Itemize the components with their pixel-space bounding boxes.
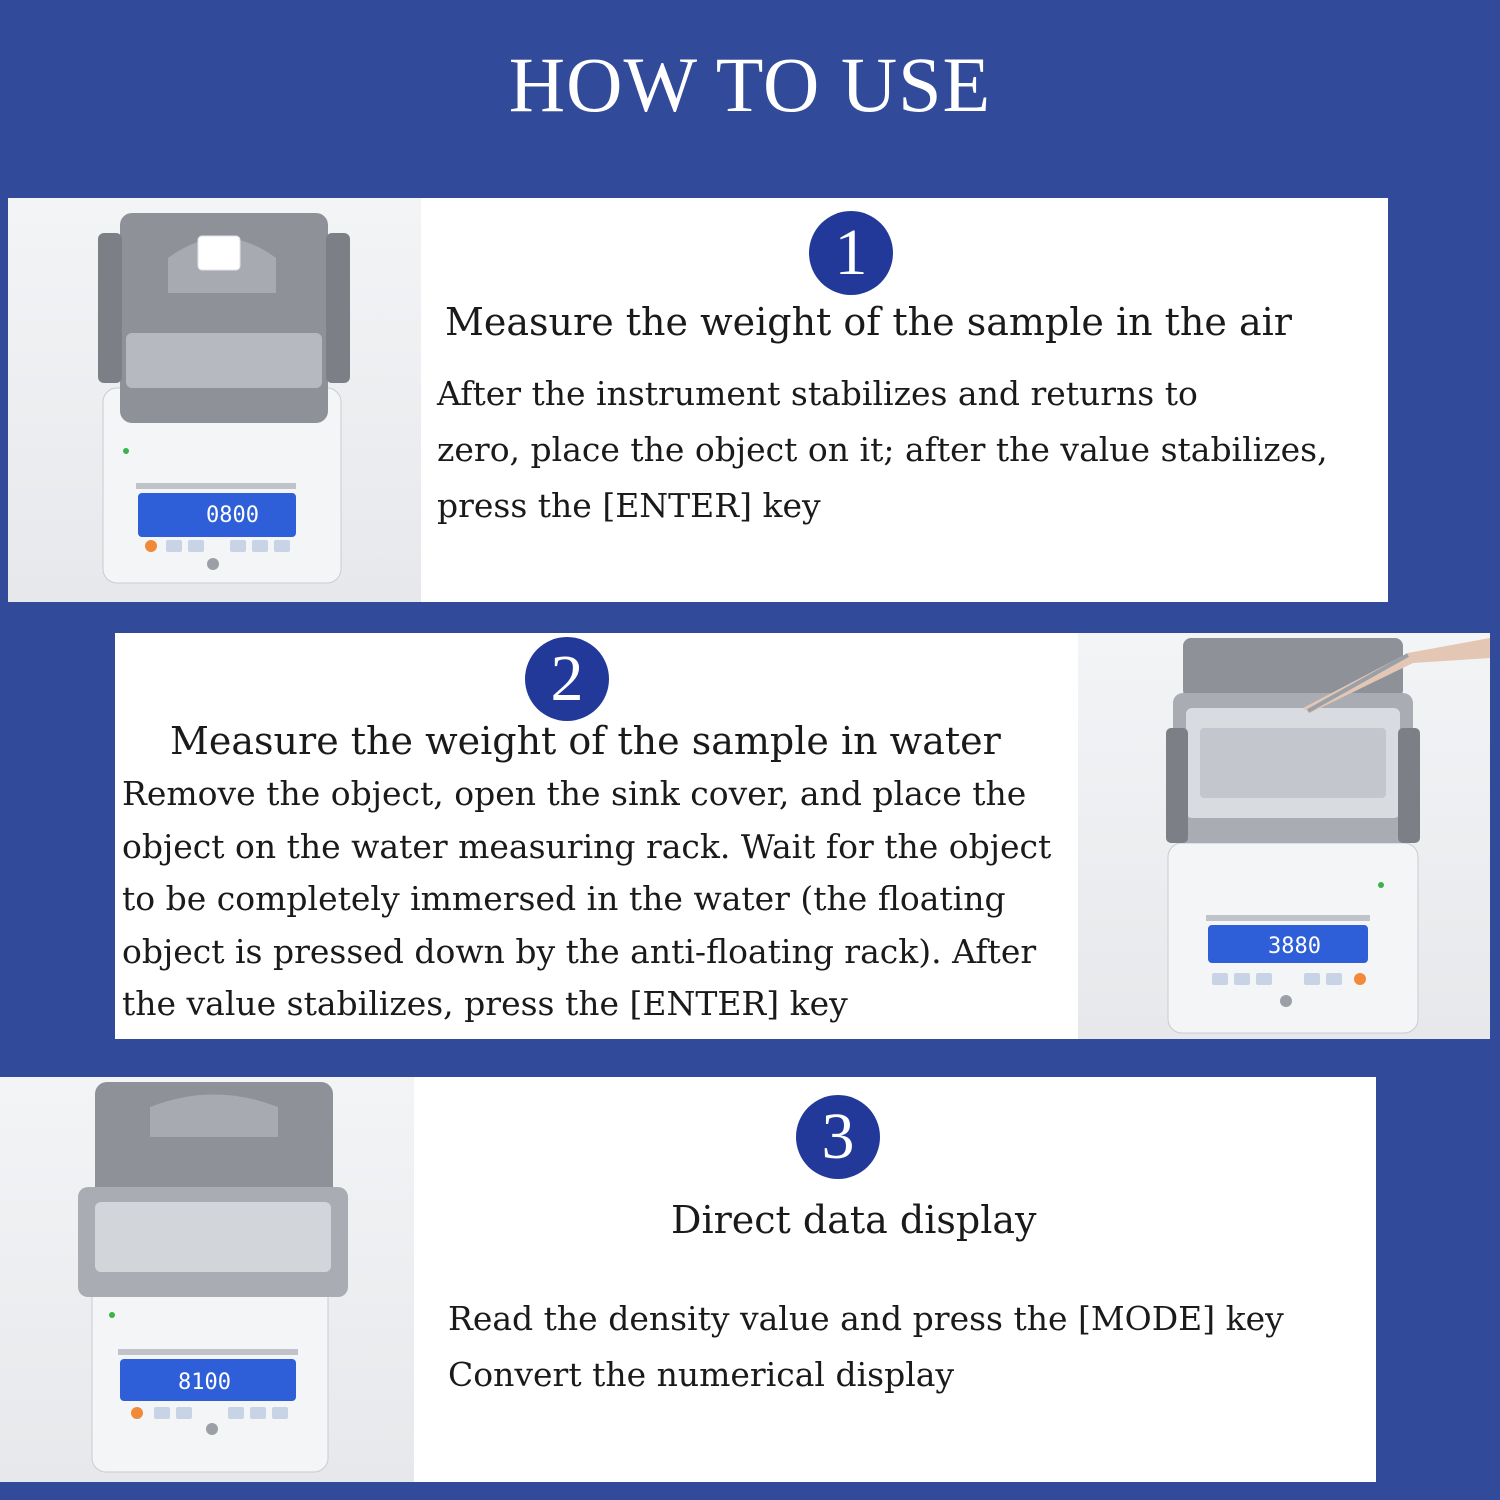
step-1-heading: Measure the weight of the sample in the air [445, 300, 1292, 344]
step-2-heading: Measure the weight of the sample in water [170, 719, 1001, 763]
step-3-display-value: 8100 [178, 1370, 231, 1395]
step-2-photo [1078, 633, 1490, 1039]
step-2-line-1: Remove the object, open the sink cover, and place the [122, 774, 1027, 813]
step-3-heading: Direct data display [671, 1198, 1037, 1242]
step-2-line-4: object is pressed down by the anti-floating rack). After [122, 931, 1037, 971]
densimeter-open-tank-icon [1078, 633, 1490, 1039]
step-1-number-badge: 1 [809, 211, 893, 295]
step-1-photo [8, 198, 421, 602]
step-1-display-value: 0800 [206, 503, 259, 528]
step-2-display-value: 3880 [1268, 934, 1321, 959]
step-1-line-2: zero, place the object on it; after the value stabilizes, [437, 430, 1328, 469]
step-3-line-2: Convert the numerical display [448, 1355, 955, 1394]
step-2-number-badge: 2 [525, 637, 609, 721]
step-2-line-2: object on the water measuring rack. Wait for the object [122, 826, 1052, 866]
step-3-photo [0, 1077, 414, 1482]
step-3-card [414, 1077, 1376, 1482]
step-2-description [122, 768, 1051, 1031]
step-1-line-3: press the [ENTER] key [437, 486, 821, 525]
step-3-number-badge: 3 [796, 1095, 880, 1179]
step-3-line-1: Read the density value and press the [MODE] key [448, 1299, 1284, 1338]
step-1-line-1: After the instrument stabilizes and returns to [437, 374, 1198, 413]
step-2-line-3: to be completely immersed in the water (the floating [122, 879, 1006, 918]
densimeter-display-icon [0, 1077, 414, 1482]
step-2-line-5: the value stabilizes, press the [ENTER] key [122, 984, 848, 1023]
densimeter-with-sample-icon [8, 198, 421, 602]
page-title: HOW TO USE [508, 41, 992, 128]
step-3-description [448, 1291, 1284, 1403]
step-1-description [437, 366, 1328, 534]
